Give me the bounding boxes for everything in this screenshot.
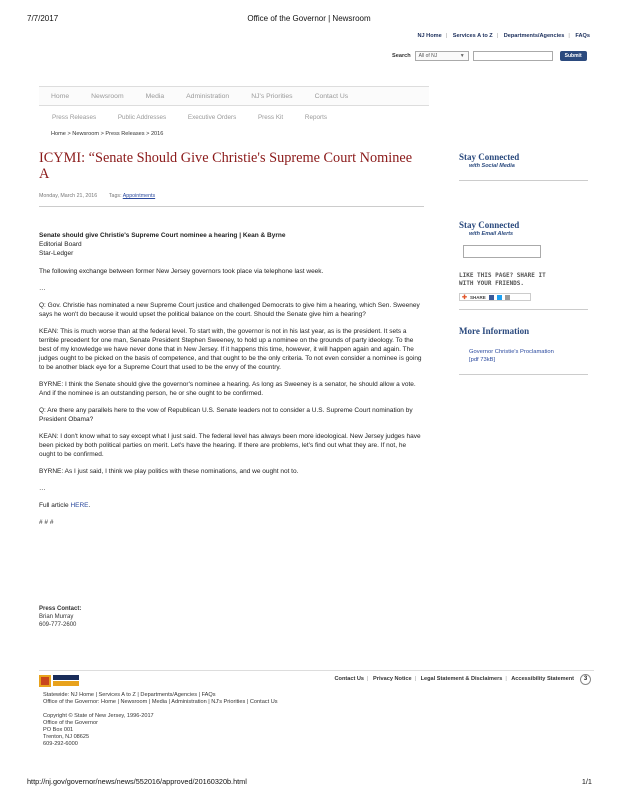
press-contact-heading: Press Contact: <box>39 606 82 612</box>
full-article-line: Full article HERE. <box>39 502 91 509</box>
end-marks: # # # <box>39 519 54 526</box>
paragraph: The following exchange between former New Jersey governors took place via telephone last week. <box>39 268 324 275</box>
footer-statewide[interactable]: Statewide: NJ Home | Services A to Z | Departments/Agencies | FAQs <box>43 692 216 698</box>
paragraph: … <box>39 285 46 292</box>
paragraph: KEAN: This is much worse than at the federal level. To start with, the governor is not in his last year, as is the president. It sets a terrible precedent for one man, Senate President Stephen Sweeney, to hold up a nominee on the grounds of party ideology. To the best of my knowledge we have never done that in New Jersey. If it happens this time, however, it will happen again and again. The judges ought to be picked on the basis of competence, and that ought to be the only criteria. To not even consider a nominee is going to be another black eye for a Supreme Court that used to be the envy of the country. <box>39 328 422 371</box>
nav-media[interactable]: Media <box>145 92 165 100</box>
twitter-icon <box>497 295 502 300</box>
toplink-services[interactable]: Services A to Z <box>452 33 493 39</box>
breadcrumb[interactable]: Home > Newsroom > Press Releases > 2016 <box>51 131 164 137</box>
footer-text <box>43 692 278 748</box>
paragraph: BYRNE: As I just said, I think we play politics with these nominations, and we ought not to. <box>39 468 299 475</box>
more-info-heading: More Information <box>459 326 530 336</box>
footer-address: Trenton, NJ 08625 <box>43 734 90 740</box>
social-subheading[interactable]: with Social Media <box>469 163 515 169</box>
article-date: Monday, March 21, 2016 <box>39 193 98 199</box>
social-heading[interactable]: Stay Connected <box>459 152 520 162</box>
nav-contact[interactable]: Contact Us <box>314 92 349 100</box>
divider <box>39 206 424 207</box>
print-title: Office of the Governor | Newsroom <box>247 14 371 23</box>
accessibility-icon[interactable]: 3 <box>580 674 591 685</box>
press-contact-phone: 609-777-2600 <box>39 622 77 628</box>
article-headline: Senate should give Christie's Supreme Court nominee a hearing | Kean & Byrne <box>39 232 286 239</box>
nav-administration[interactable]: Administration <box>186 92 230 100</box>
footer-address: PO Box 001 <box>43 727 74 733</box>
subnav-press-kit[interactable]: Press Kit <box>257 114 284 121</box>
email-icon <box>505 295 510 300</box>
sidebar <box>459 152 589 375</box>
footer-privacy-link[interactable]: Privacy Notice <box>373 676 412 682</box>
search-label: Search <box>392 53 411 59</box>
opra-logo-icon[interactable] <box>39 671 81 689</box>
subnav-executive-orders[interactable]: Executive Orders <box>187 114 237 121</box>
email-field[interactable] <box>463 245 541 258</box>
nav-home[interactable]: Home <box>51 92 70 100</box>
search-input[interactable] <box>473 51 553 61</box>
nav-newsroom[interactable]: Newsroom <box>91 92 124 100</box>
sub-nav <box>52 114 347 121</box>
toplink-nj-home[interactable]: NJ Home <box>417 33 442 39</box>
footer-accessibility-link[interactable]: Accessibility Statement <box>511 676 574 682</box>
divider <box>459 180 588 181</box>
subnav-press-releases[interactable]: Press Releases <box>52 114 97 121</box>
footer-copyright: Copyright © State of New Jersey, 1996-2017 <box>43 713 154 719</box>
article <box>39 150 424 535</box>
search-scope-select[interactable]: All of NJ ▼ <box>415 51 469 61</box>
footer-phone: 609-292-6000 <box>43 741 78 747</box>
share-prompt: LIKE THIS PAGE? SHARE IT WITH YOUR FRIENDS. <box>459 272 546 287</box>
footer-links: Contact Us | Privacy Notice | Legal Statement & Disclaimers | Accessibility Statement <box>334 676 574 682</box>
tag-link[interactable]: Appointments <box>122 193 156 199</box>
toplink-departments[interactable]: Departments/Agencies <box>503 33 565 39</box>
article-meta <box>39 193 424 199</box>
article-source: Star-Ledger <box>39 250 74 257</box>
footer-contact-link[interactable]: Contact Us <box>334 676 365 682</box>
plus-icon: ✚ <box>462 294 468 301</box>
print-url: http://nj.gov/governor/news/news/552016/approved/20160320b.html <box>27 777 247 786</box>
press-contact-name: Brian Murray <box>39 614 74 620</box>
footer-address: Office of the Governor <box>43 720 98 726</box>
print-page-number: 1/1 <box>581 777 592 786</box>
top-links: NJ Home | Services A to Z | Departments/Agencies | FAQs <box>417 33 590 39</box>
subnav-public-addresses[interactable]: Public Addresses <box>117 114 167 121</box>
footer-office[interactable]: Office of the Governor: Home | Newsroom | Media | Administration | NJ's Priorities | Contact Us <box>43 699 278 705</box>
paragraph: Q: Gov. Christie has nominated a new Supreme Court justice and challenged Democrats to give him a hearing, which Sen. Sweeney says he won't do because it would upset the political balance on the court. Should the Senate give him a hearing? <box>39 302 420 318</box>
paragraph: … <box>39 485 46 492</box>
page-title: ICYMI: “Senate Should Give Christie's Supreme Court Nominee A <box>39 150 413 182</box>
footer <box>39 670 594 747</box>
footer-legal-link[interactable]: Legal Statement & Disclaimers <box>420 676 503 682</box>
share-button[interactable]: ✚ SHARE <box>459 293 531 301</box>
search-bar <box>392 51 587 61</box>
article-byline: Editorial Board <box>39 241 82 248</box>
paragraph: Q: Are there any parallels here to the vow of Republican U.S. Senate leaders not to consider a U.S. Supreme Court nomination by President Obama? <box>39 407 413 423</box>
main-nav <box>39 86 429 106</box>
nav-priorities[interactable]: NJ's Priorities <box>251 92 293 100</box>
divider <box>459 309 588 310</box>
facebook-icon <box>489 295 494 300</box>
paragraph: KEAN: I don't know what to say except what I just said. The federal level has always been more ideological. New Jersey judges have been picked by both political parties on merit. Let's have the hearing. If there are problems, let's find out what they are. If not, he ought to be confirmed. <box>39 433 421 458</box>
proclamation-link[interactable]: Governor Christie's Proclamation [pdf 73kB] <box>469 349 554 363</box>
full-article-link[interactable]: HERE <box>70 502 89 509</box>
divider <box>459 374 588 375</box>
paragraph: BYRNE: I think the Senate should give the governor's nominee a hearing. As long as Sweeney is a senator, he should allow a vote. And if the nominee is an outstanding person, he or she ought to be confirmed. <box>39 381 416 397</box>
email-heading[interactable]: Stay Connected <box>459 220 520 230</box>
chevron-down-icon: ▼ <box>459 53 465 59</box>
press-contact <box>39 605 81 629</box>
article-body <box>39 231 424 527</box>
email-subheading[interactable]: with Email Alerts <box>469 231 514 237</box>
subnav-reports[interactable]: Reports <box>304 114 327 121</box>
toplink-faqs[interactable]: FAQs <box>575 33 590 39</box>
tags-label: Tags: <box>108 193 122 199</box>
print-date: 7/7/2017 <box>27 14 59 23</box>
search-submit-button[interactable]: Submit <box>560 51 587 61</box>
